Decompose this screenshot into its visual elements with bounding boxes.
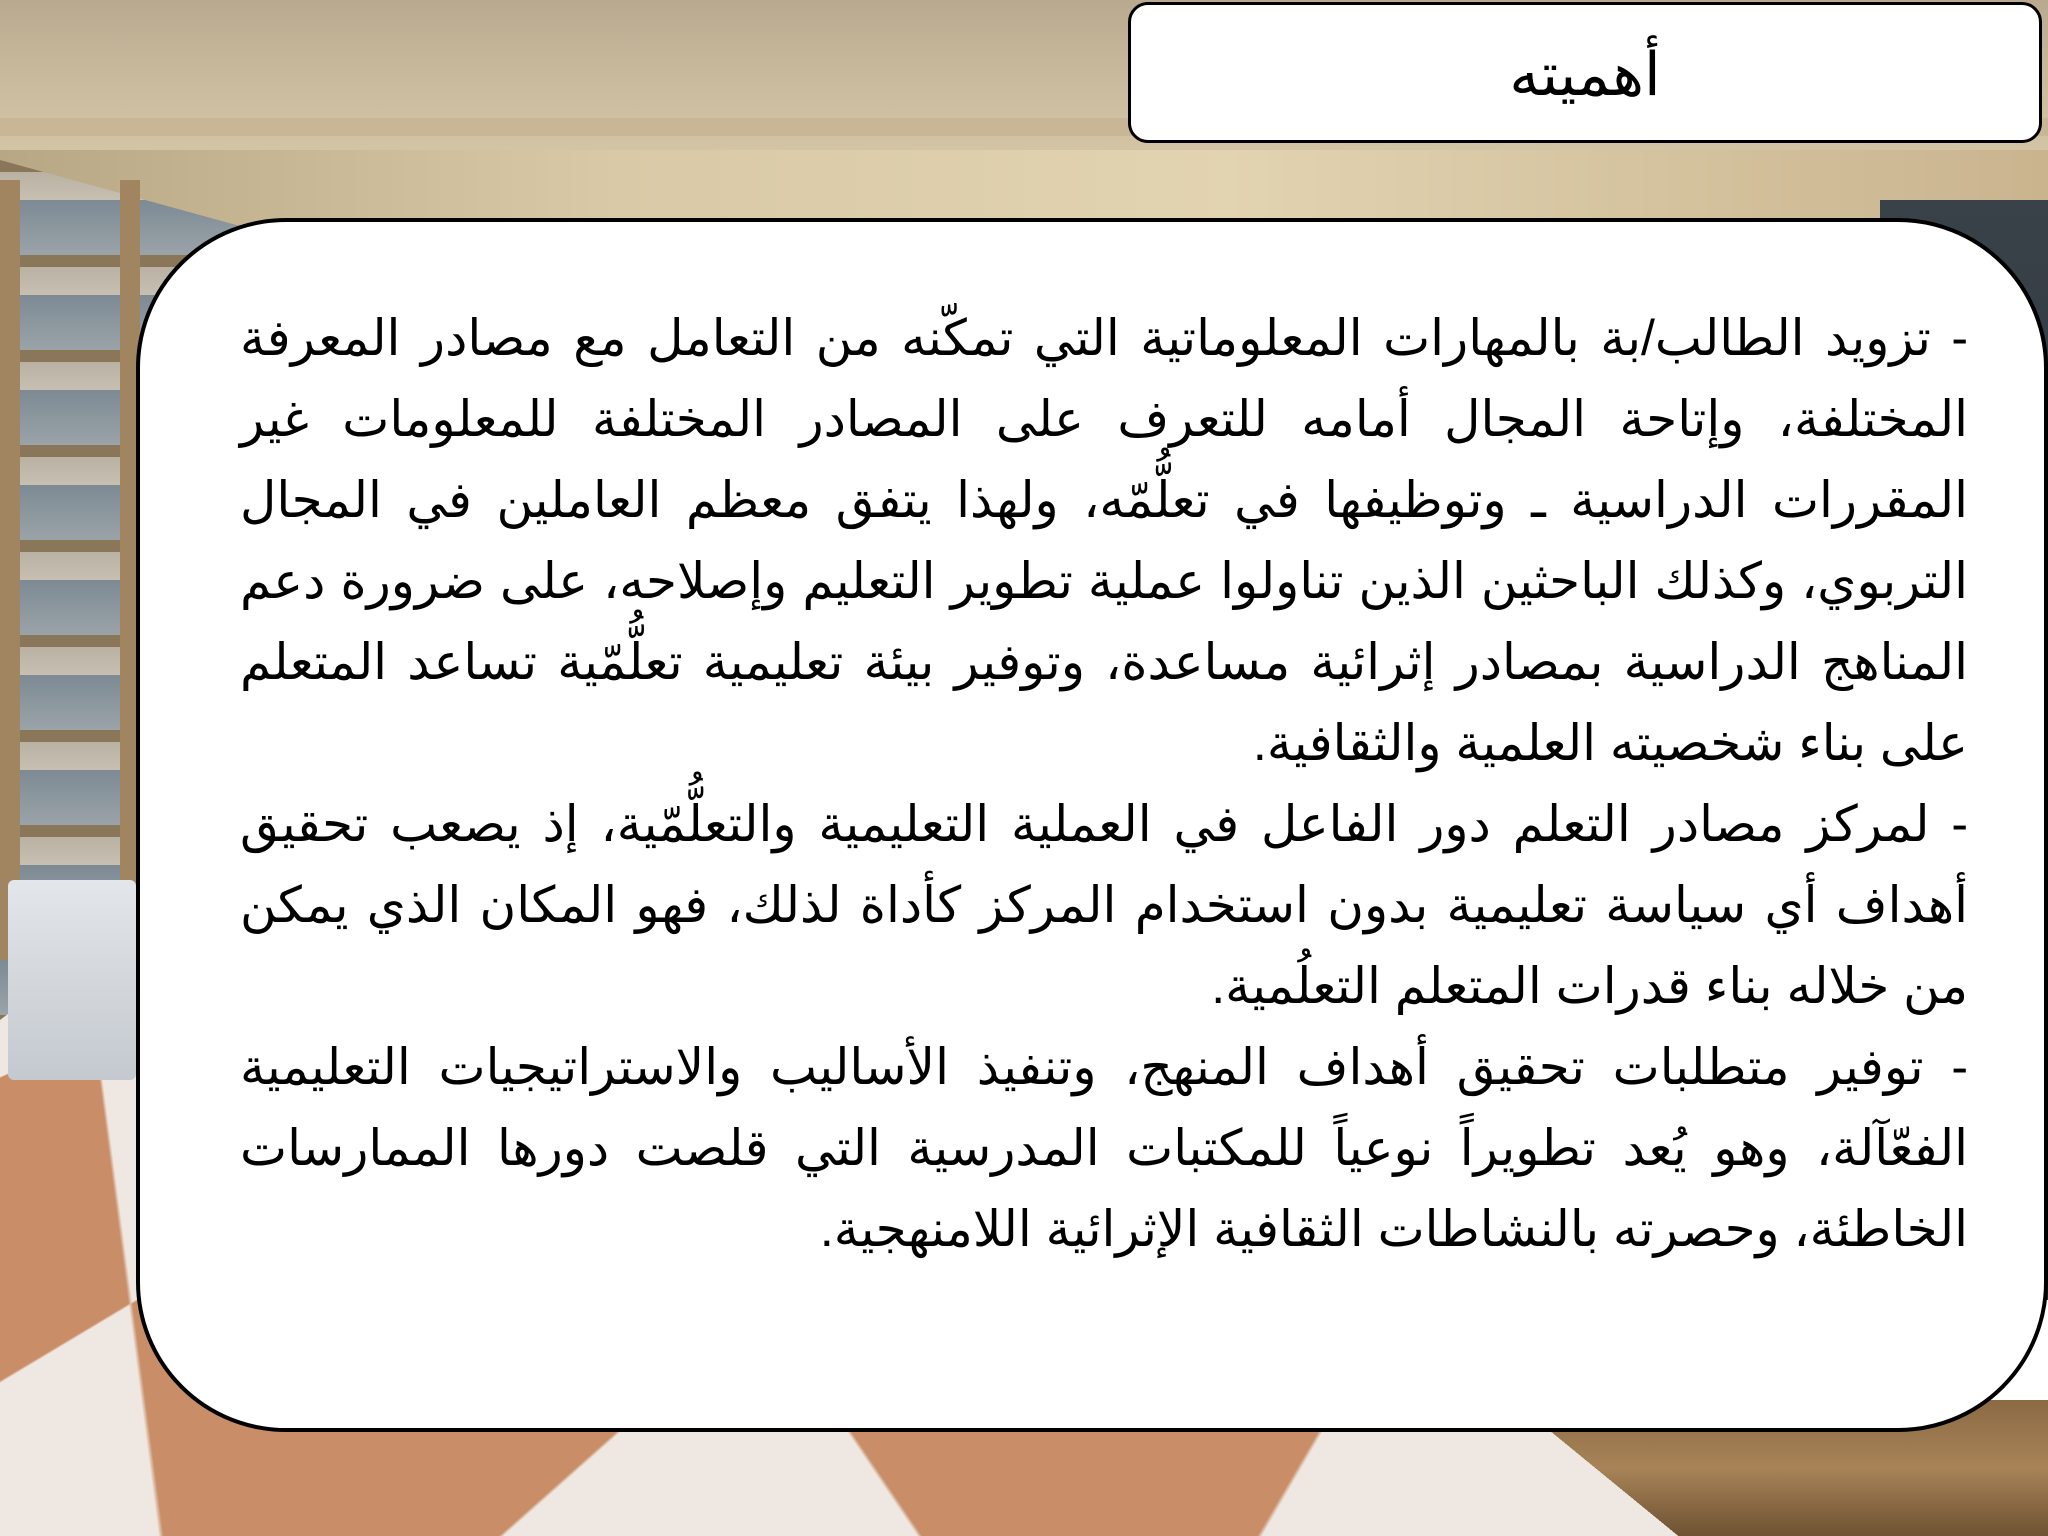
- title-box: [1128, 2, 2042, 143]
- shelf-post: [0, 180, 20, 960]
- slide-title: أهميته: [1509, 40, 1661, 108]
- paragraph-1: - تزويد الطالب/بة بالمهارات المعلوماتية التي تمكّنه من التعامل مع مصادر المعرفة المختلفة، وإتاحة المجال أمامه للتعرف على المصادر المختلفة للمعلومات غير المقررات الدراسية ـ وتوظيفها في تعلُّمّه، ولهذا يتفق معظم العاملين في المجال التربوي، وكذلك الباحثين الذين تناولوا عملية تطوير التعليم وإصلاحه، على ضرورة دعم المناهج الدراسية بمصادر إثرائية مساعدة، وتوفير بيئة تعليمية تعلُّمّية تساعد المتعلم على بناء شخصيته العلمية والثقافية.: [240, 310, 1968, 771]
- paragraph-3: - توفير متطلبات تحقيق أهداف المنهج، وتنفيذ الأساليب والاستراتيجيات التعليمية الفعّآلة، وهو يُعد تطويراً نوعياً للمكتبات المدرسية التي قلصت دورها الممارسات الخاطئة، وحصرته بالنشاطات الثقافية الإثرائية اللامنهجية.: [240, 1039, 1968, 1257]
- content-text: [240, 298, 1968, 1270]
- trash-bin: [8, 880, 136, 1080]
- paragraph-2: - لمركز مصادر التعلم دور الفاعل في العملية التعليمية والتعلُّمّية، إذ يصعب تحقيق أهداف أي سياسة تعليمية بدون استخدام المركز كأداة لذلك، فهو المكان الذي يمكن من خلاله بناء قدرات المتعلم التعلُمية.: [240, 796, 1969, 1014]
